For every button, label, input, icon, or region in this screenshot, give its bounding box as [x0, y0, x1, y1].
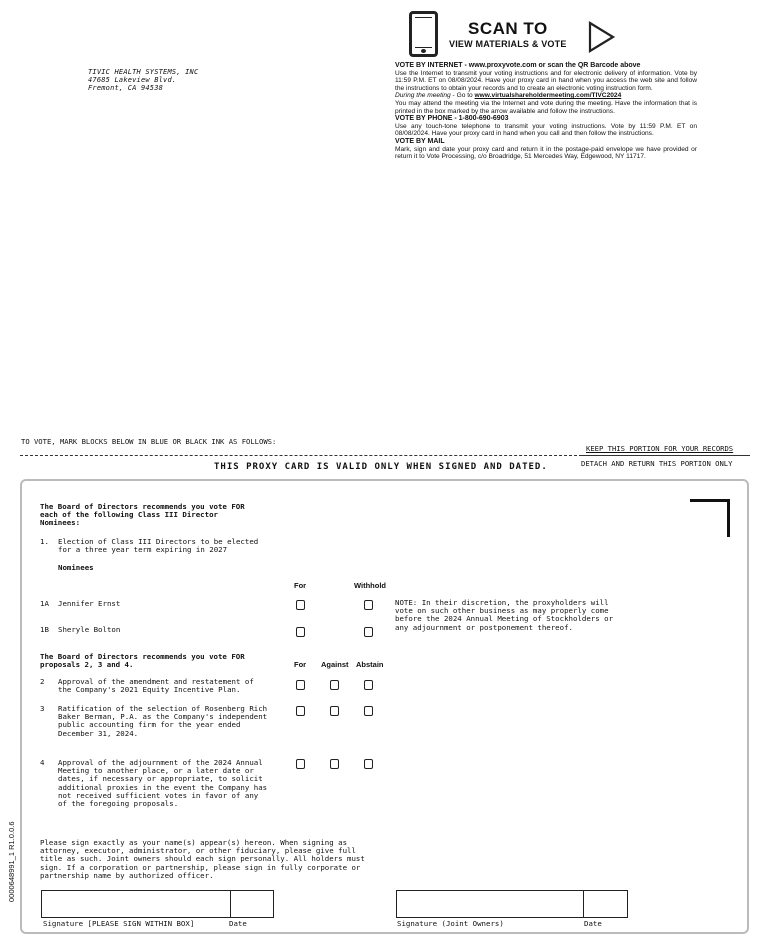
mail-body: Mark, sign and date your proxy card and return it in the postage-paid envelope we have provided or return it to Vote Processing, c/o Broadridge, 51 Mercedes Way, Edgewood, NY 11717.: [395, 145, 697, 161]
meeting-goto: - Go to: [450, 92, 475, 100]
detach-portion-label: DETACH AND RETURN THIS PORTION ONLY: [581, 459, 733, 468]
proposal-3-against-checkbox[interactable]: [330, 706, 339, 716]
proposal-line: Approval of the amendment and restatement of: [58, 677, 254, 686]
proposal-3-for-checkbox[interactable]: [296, 706, 305, 716]
proposal-4-abstain-checkbox[interactable]: [364, 759, 373, 769]
nominee-number: 1A: [40, 599, 49, 608]
return-address: [88, 68, 198, 92]
proposal-2-against-checkbox[interactable]: [330, 680, 339, 690]
proposal-text: [58, 705, 267, 738]
meeting-url-link[interactable]: www.virtualshareholdermeeting.com/TIVC2024: [474, 92, 622, 100]
proposal-4-against-checkbox[interactable]: [330, 759, 339, 769]
proposal-number: 4: [40, 758, 45, 767]
note-line: any adjournment or postponement thereof.: [395, 622, 573, 632]
proposal-line: Baker Berman, P.A. as the Company's independent: [58, 712, 268, 722]
proposal-line: Meeting to another place, or a later date or: [58, 766, 254, 776]
proposal-number: 2: [40, 677, 45, 686]
date-divider: [230, 891, 231, 917]
street-address: 47685 Lakeview Blvd.: [88, 76, 177, 84]
nominee-number: 1B: [40, 625, 49, 634]
item1-text: [58, 538, 258, 554]
note-line: before the 2024 Annual Meeting of Stockholders or: [395, 614, 614, 624]
rec2-line: The Board of Directors recommends you vote FOR: [40, 652, 245, 661]
proposal-text: [58, 678, 254, 694]
proposal-number: 3: [40, 704, 45, 713]
sign-line: Please sign exactly as your name(s) appear(s) hereon. When signing as: [40, 838, 348, 847]
note-line: vote on such other business as may properly come: [395, 606, 609, 616]
proposal-line: the Company's 2021 Equity Incentive Plan.: [58, 685, 241, 695]
proposal-2-abstain-checkbox[interactable]: [364, 680, 373, 690]
nominee-1a-withhold-checkbox[interactable]: [364, 600, 373, 610]
item1-line: Election of Class III Directors to be elected: [58, 537, 259, 546]
mark-instruction: TO VOTE, MARK BLOCKS BELOW IN BLUE OR BLACK INK AS FOLLOWS:: [21, 437, 277, 446]
proposal-line: Ratification of the selection of Rosenberg Rich: [58, 704, 268, 713]
proposal-4-for-checkbox[interactable]: [296, 759, 305, 769]
nominees-label: Nominees: [58, 563, 94, 572]
detach-dashed-line: [20, 455, 582, 456]
date-divider: [583, 891, 584, 917]
sign-line: partnership name by authorized officer.: [40, 870, 214, 880]
city-state-zip: Fremont, CA 94538: [88, 84, 164, 92]
internet-heading: VOTE BY INTERNET - www.proxyvote.com or scan the QR Barcode above: [395, 62, 641, 69]
proposal-line: Approval of the adjournment of the 2024 Annual: [58, 758, 263, 767]
validity-notice: THIS PROXY CARD IS VALID ONLY WHEN SIGNED AND DATED.: [214, 462, 548, 472]
nominee-1a-for-checkbox[interactable]: [296, 600, 305, 610]
proposal-2-for-checkbox[interactable]: [296, 680, 305, 690]
rec1-line: each of the following Class III Director: [40, 510, 218, 520]
phone-body: Use any touch-tone telephone to transmit your voting instructions. Vote by 11:59 P.M. ET on 08/08/2024. Have your proxy card in hand when you call and then follow the instructions.: [395, 122, 697, 138]
sign-line: sign. If a corporation or partnership, please sign in fully corporate or: [40, 862, 361, 872]
rec1-line: Nominees:: [40, 518, 81, 528]
meeting-line: [395, 92, 697, 100]
joint-signature-box[interactable]: [396, 890, 628, 918]
keep-divider: [582, 455, 750, 456]
proposal-line: additional proxies in the event the Company has: [58, 782, 268, 792]
sign-line: title as such. Joint owners should each sign personally. All holders must: [40, 854, 365, 864]
rec1-line: The Board of Directors recommends you vote FOR: [40, 502, 245, 511]
proposals-recommendation: [40, 653, 245, 669]
proposal-line: of the foregoing proposals.: [58, 799, 179, 809]
internet-body: Use the Internet to transmit your voting instructions and for electronic delivery of information. Vote by 11:59 P.M. ET on 08/08/2024. Have your proxy card in hand when you access the web site and follow the instructions to obtain your records and to create an electronic voting instruction form.: [395, 69, 697, 92]
signing-instructions: [40, 839, 365, 880]
smartphone-icon: [409, 11, 438, 57]
column-withhold: Withhold: [354, 581, 387, 590]
item1-number: 1.: [40, 537, 49, 546]
nominee-name: Sheryle Bolton: [58, 625, 121, 634]
meeting-label: During the meeting: [395, 92, 451, 100]
proposal-3-abstain-checkbox[interactable]: [364, 706, 373, 716]
mail-heading: VOTE BY MAIL: [395, 137, 445, 145]
corner-mark: [690, 499, 730, 537]
form-code-text: 0000648991_1 R1.0.0.6: [7, 821, 16, 902]
sign-line: attorney, executor, administrator, or other fiduciary, please give full: [40, 846, 356, 856]
nominee-1b-withhold-checkbox[interactable]: [364, 627, 373, 637]
rec2-line: proposals 2, 3 and 4.: [40, 660, 134, 670]
proposal-line: not received sufficient votes in favor of any: [58, 790, 259, 800]
phone-heading: VOTE BY PHONE - 1-800-690-6903: [395, 115, 509, 123]
proposal-line: dates, if necessary or appropriate, to solicit: [58, 774, 263, 784]
discretion-note: [395, 599, 613, 632]
note-line: NOTE: In their discretion, the proxyholders will: [395, 598, 609, 607]
scan-title: SCAN TO: [468, 19, 548, 38]
column-for: For: [294, 660, 307, 669]
director-recommendation: [40, 503, 245, 528]
date-label: Date: [229, 919, 247, 928]
voting-instructions: [395, 62, 697, 161]
meeting-body: You may attend the meeting via the Internet and vote during the meeting. Have the information that is printed in the box marked by the arrow available and follow the instructions.: [395, 99, 697, 115]
joint-date-label: Date: [584, 919, 602, 928]
play-triangle-icon: [588, 21, 616, 53]
nominee-1b-for-checkbox[interactable]: [296, 627, 305, 637]
joint-signature-label: Signature (Joint Owners): [397, 919, 504, 928]
form-code: [8, 797, 16, 902]
signature-label: Signature [PLEASE SIGN WITHIN BOX]: [43, 919, 195, 928]
proposal-text: [58, 759, 267, 808]
column-abstain: Abstain: [356, 660, 384, 669]
proposal-line: December 31, 2024.: [58, 728, 139, 738]
nominee-name: Jennifer Ernst: [58, 599, 121, 608]
signature-box[interactable]: [41, 890, 274, 918]
item1-line: for a three year term expiring in 2027: [58, 545, 228, 555]
keep-portion-label: KEEP THIS PORTION FOR YOUR RECORDS: [586, 444, 734, 453]
column-for: For: [294, 581, 307, 590]
company-name: TIVIC HEALTH SYSTEMS, INC: [88, 68, 199, 76]
column-against: Against: [321, 660, 349, 669]
proposal-line: public accounting firm for the year ended: [58, 720, 241, 730]
scan-subtitle: VIEW MATERIALS & VOTE: [449, 39, 567, 49]
